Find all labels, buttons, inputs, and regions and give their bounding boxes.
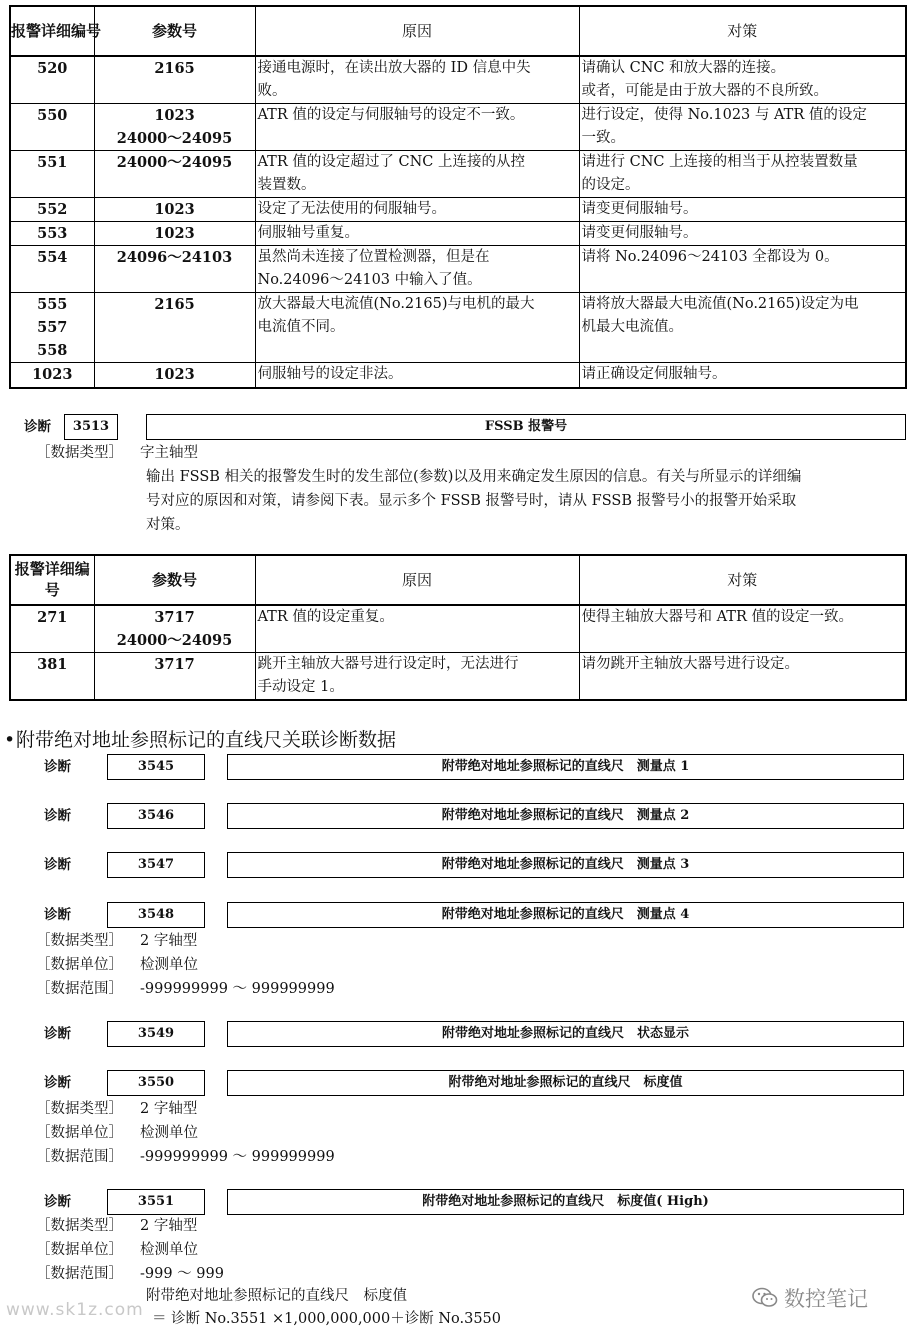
param-cell (94, 151, 255, 198)
cell-line: 1023 (154, 366, 195, 383)
table-row (10, 363, 906, 388)
diag-number: 3550 (107, 1070, 205, 1096)
attr-line (36, 1097, 197, 1121)
diag-label: 诊断 (44, 907, 71, 923)
cell-line: 1023 (154, 201, 195, 218)
wechat-icon (752, 1287, 778, 1309)
note-line-2: ＝ 诊断 No.3551 ×1,000,000,000＋诊断 No.3550 (152, 1311, 502, 1327)
cell-line: No.24096～24103 中输入了值。 (257, 272, 482, 288)
cell-line: 或者，可能是由于放大器的不良所致。 (581, 83, 828, 99)
table-row (10, 151, 906, 198)
cell-line: 装置数。 (257, 177, 316, 193)
table-row (10, 104, 906, 151)
cell-line: 555 (37, 296, 68, 313)
attr-key: ［数据单位］ (36, 1242, 123, 1258)
attr-key: ［数据类型］ (36, 933, 123, 949)
brand-watermark (752, 1283, 868, 1313)
cell-line: 请变更伺服轴号。 (581, 201, 698, 217)
diag-title: 附带绝对地址参照标记的直线尺 测量点 1 (227, 754, 904, 780)
cell-line: 381 (37, 656, 68, 673)
alarm-code-cell (10, 293, 94, 363)
cell-line: 请将放大器最大电流值(No.2165)设定为电 (581, 296, 859, 312)
alarm-code-cell (10, 56, 94, 104)
attr-key: ［数据类型］ (36, 445, 123, 461)
site-watermark: www.sk1z.com (6, 1300, 144, 1320)
cell-line: 手动设定 1。 (257, 679, 344, 695)
attr-line (36, 1262, 224, 1286)
cell-line: 550 (37, 107, 68, 124)
diag-number: 3513 (64, 414, 118, 440)
diag-row-3546 (0, 803, 908, 829)
alarm-code-cell (10, 653, 94, 701)
cell-line: 24000～24095 (116, 130, 233, 147)
diag-row-3549 (0, 1021, 908, 1047)
cell-line: 跳开主轴放大器号进行设定时，无法进行 (257, 656, 519, 672)
diag-number: 3548 (107, 902, 205, 928)
diag-label: 诊断 (44, 857, 71, 873)
alarm-code-cell (10, 246, 94, 293)
cell-line: 558 (37, 342, 68, 359)
cell-line: 552 (37, 201, 68, 218)
diag-title: 附带绝对地址参照标记的直线尺 标度值( High) (227, 1189, 904, 1215)
param-cell (94, 104, 255, 151)
attr-value: 检测单位 (140, 957, 198, 973)
table-row (10, 56, 906, 104)
attr-value: -999999999 ～ 999999999 (140, 981, 335, 997)
diag-title: 附带绝对地址参照标记的直线尺 测量点 2 (227, 803, 904, 829)
desc-line: 号对应的原因和对策，请参阅下表。显示多个 FSSB 报警号时，请从 FSSB 报警号小的报警开始采取 (146, 493, 797, 509)
table-row (10, 605, 906, 653)
diag-label: 诊断 (24, 419, 51, 435)
attr-value: 2 字轴型 (140, 1101, 198, 1117)
cause-cell (255, 104, 579, 151)
header-code: 报警详细编号 (10, 6, 94, 56)
param-cell (94, 246, 255, 293)
cell-line: 1023 (154, 107, 195, 124)
diag-label: 诊断 (44, 1194, 71, 1210)
param-cell (94, 56, 255, 104)
section-heading (4, 727, 396, 753)
action-cell (579, 363, 906, 388)
diag-number: 3546 (107, 803, 205, 829)
cell-line: 请进行 CNC 上连接的相当于从控装置数量 (581, 154, 858, 170)
diag-title: 附带绝对地址参照标记的直线尺 标度值 (227, 1070, 904, 1096)
table-row (10, 653, 906, 701)
param-cell (94, 222, 255, 246)
table-row (10, 293, 906, 363)
cell-line: 进行设定，使得 No.1023 与 ATR 值的设定 (581, 107, 867, 123)
alarm-code-cell (10, 198, 94, 222)
param-cell (94, 198, 255, 222)
diag-number: 3549 (107, 1021, 205, 1047)
attr-value: 2 字轴型 (140, 933, 198, 949)
action-cell (579, 605, 906, 653)
attr-value: -999 ～ 999 (140, 1266, 224, 1282)
cell-line: 553 (37, 225, 68, 242)
desc-line: 输出 FSSB 相关的报警发生时的发生部位(参数)以及用来确定发生原因的信息。有关与所显示的详细编 (146, 469, 802, 485)
cell-line: ATR 值的设定重复。 (257, 609, 394, 625)
attr-key: ［数据单位］ (36, 1125, 123, 1141)
cell-line: 1023 (32, 366, 73, 383)
cell-line: 24000～24095 (116, 632, 233, 649)
attr-key: ［数据类型］ (36, 1101, 123, 1117)
attr-key: ［数据范围］ (36, 1149, 123, 1165)
cell-line: 败。 (257, 83, 287, 99)
diag-number: 3547 (107, 852, 205, 878)
cell-line: 554 (37, 249, 68, 266)
cause-cell (255, 151, 579, 198)
diag-3513-row (0, 414, 908, 440)
action-cell (579, 151, 906, 198)
bullet-icon: • (4, 729, 16, 751)
cell-line: 3717 (154, 656, 195, 673)
header-code: 报警详细编号 (10, 555, 94, 605)
cell-line: 2165 (154, 296, 195, 313)
cause-cell (255, 653, 579, 701)
alarm-code-cell (10, 222, 94, 246)
action-cell (579, 653, 906, 701)
diag-label: 诊断 (44, 1075, 71, 1091)
header-action: 对策 (579, 555, 906, 605)
diag-title: 附带绝对地址参照标记的直线尺 状态显示 (227, 1021, 904, 1047)
brand-text: 数控笔记 (784, 1287, 868, 1311)
cell-line: 伺服轴号重复。 (257, 225, 359, 241)
alarm-code-cell (10, 104, 94, 151)
data-type-attr (36, 441, 198, 465)
diag-label: 诊断 (44, 808, 71, 824)
attr-value: 2 字轴型 (140, 1218, 198, 1234)
cause-cell (255, 293, 579, 363)
action-cell (579, 104, 906, 151)
diag-title: 附带绝对地址参照标记的直线尺 测量点 4 (227, 902, 904, 928)
diag-number: 3551 (107, 1189, 205, 1215)
attr-line (36, 1121, 198, 1145)
attr-line (36, 1145, 335, 1169)
alarm-table-1 (9, 5, 907, 389)
section-heading-text: 附带绝对地址参照标记的直线尺关联诊断数据 (16, 729, 397, 751)
cell-line: 551 (37, 154, 68, 171)
alarm-table-2-body (10, 605, 906, 700)
alarm-code-cell (10, 151, 94, 198)
alarm-table-2 (9, 554, 907, 701)
attr-line (36, 977, 335, 1001)
attr-line (36, 1238, 198, 1262)
diag-row-3548 (0, 902, 908, 928)
param-cell (94, 653, 255, 701)
cell-line: 一致。 (581, 130, 625, 146)
cell-line: ATR 值的设定与伺服轴号的设定不一致。 (257, 107, 525, 123)
cell-line: 24096～24103 (116, 249, 233, 266)
cause-cell (255, 56, 579, 104)
action-cell (579, 198, 906, 222)
cause-cell (255, 222, 579, 246)
param-cell (94, 605, 255, 653)
cell-line: 设定了无法使用的伺服轴号。 (257, 201, 446, 217)
cause-cell (255, 246, 579, 293)
diag-label: 诊断 (44, 759, 71, 775)
header-param: 参数号 (94, 555, 255, 605)
attr-line (36, 953, 198, 977)
diag-row-3550 (0, 1070, 908, 1096)
param-cell (94, 293, 255, 363)
attr-line (36, 1214, 197, 1238)
cause-cell (255, 363, 579, 388)
cell-line: 请勿跳开主轴放大器号进行设定。 (581, 656, 799, 672)
cell-line: 放大器最大电流值(No.2165)与电机的最大 (257, 296, 535, 312)
cause-cell (255, 198, 579, 222)
attr-key: ［数据单位］ (36, 957, 123, 973)
table-row (10, 246, 906, 293)
cell-line: 伺服轴号的设定非法。 (257, 366, 403, 382)
cell-line: 接通电源时，在读出放大器的 ID 信息中失 (257, 60, 531, 76)
action-cell (579, 293, 906, 363)
header-cause: 原因 (255, 555, 579, 605)
note-line-1: 附带绝对地址参照标记的直线尺 标度值 (146, 1288, 407, 1304)
table-row (10, 198, 906, 222)
cell-line: 请变更伺服轴号。 (581, 225, 698, 241)
cell-line: 请正确设定伺服轴号。 (581, 366, 727, 382)
cell-line: 的设定。 (581, 177, 640, 193)
diag-label: 诊断 (44, 1026, 71, 1042)
cell-line: 虽然尚未连接了位置检测器，但是在 (257, 249, 490, 265)
header-action: 对策 (579, 6, 906, 56)
desc-line: 对策。 (146, 517, 190, 533)
attr-key: ［数据类型］ (36, 1218, 123, 1234)
cell-line: 机最大电流值。 (581, 319, 683, 335)
cell-line: 557 (37, 319, 68, 336)
attr-value: -999999999 ～ 999999999 (140, 1149, 335, 1165)
cell-line: 520 (37, 60, 68, 77)
attr-key: ［数据范围］ (36, 1266, 123, 1282)
attr-line (36, 929, 197, 953)
cell-line: 1023 (154, 225, 195, 242)
diag-row-3547 (0, 852, 908, 878)
diag-number: 3545 (107, 754, 205, 780)
diag-3513-description (146, 465, 906, 537)
action-cell (579, 246, 906, 293)
cell-line: ATR 值的设定超过了 CNC 上连接的从控 (257, 154, 525, 170)
attr-key: ［数据范围］ (36, 981, 123, 997)
header-param: 参数号 (94, 6, 255, 56)
diag-title: FSSB 报警号 (146, 414, 906, 440)
header-cause: 原因 (255, 6, 579, 56)
diag-title: 附带绝对地址参照标记的直线尺 测量点 3 (227, 852, 904, 878)
action-cell (579, 56, 906, 104)
alarm-code-cell (10, 605, 94, 653)
param-cell (94, 363, 255, 388)
alarm-code-cell (10, 363, 94, 388)
cell-line: 请确认 CNC 和放大器的连接。 (581, 60, 786, 76)
attr-value: 检测单位 (140, 1125, 198, 1141)
cell-line: 271 (37, 609, 68, 626)
cause-cell (255, 605, 579, 653)
alarm-table-1-body (10, 56, 906, 388)
cell-line: 2165 (154, 60, 195, 77)
diag-row-3545 (0, 754, 908, 780)
cell-line: 电流值不同。 (257, 319, 345, 335)
cell-line: 使得主轴放大器号和 ATR 值的设定一致。 (581, 609, 853, 625)
attr-value: 检测单位 (140, 1242, 198, 1258)
diag-row-3551 (0, 1189, 908, 1215)
table-row (10, 222, 906, 246)
cell-line: 24000～24095 (116, 154, 233, 171)
table-header-row (10, 6, 906, 56)
attr-value: 字主轴型 (140, 445, 198, 461)
action-cell (579, 222, 906, 246)
cell-line: 请将 No.24096～24103 全都设为 0。 (581, 249, 839, 265)
table-header-row (10, 555, 906, 605)
cell-line: 3717 (154, 609, 195, 626)
